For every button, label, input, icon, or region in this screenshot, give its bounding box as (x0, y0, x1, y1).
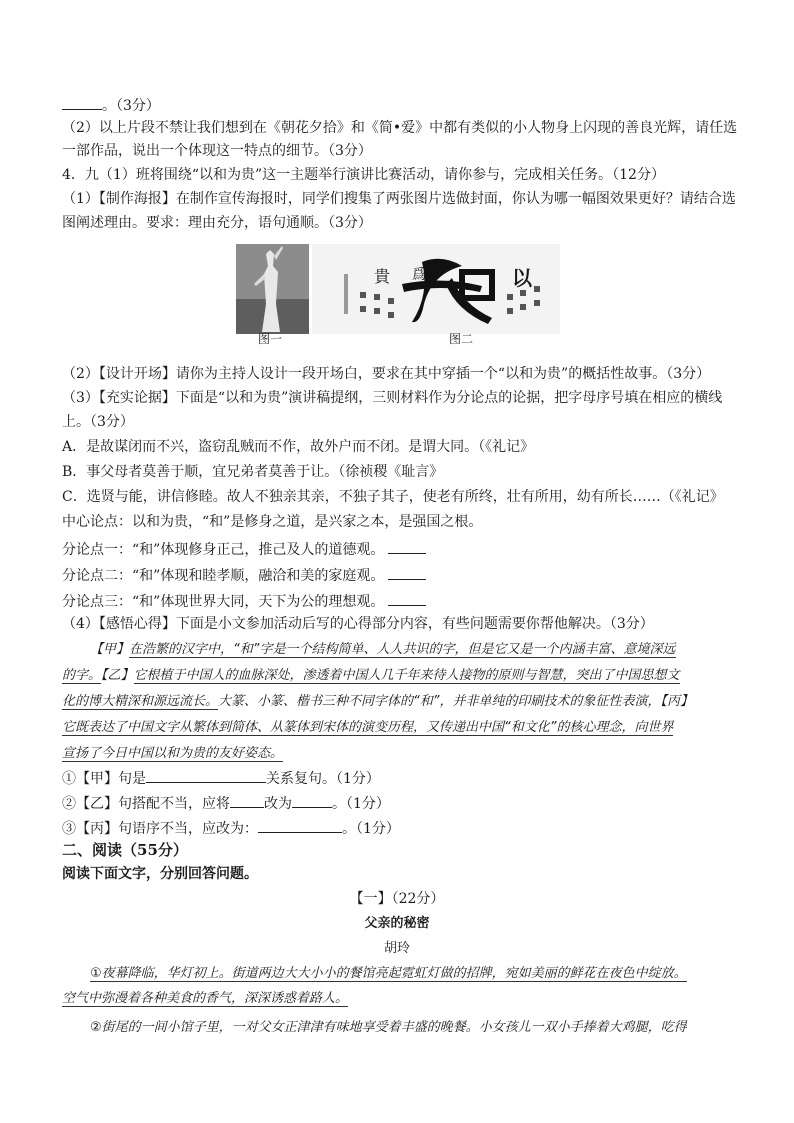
marker-jia: 【甲】 (90, 642, 130, 657)
text: 分论点二：“和”体现和睦孝顺，融洽和美的家庭观。 (62, 568, 385, 584)
passage-line2 (62, 666, 680, 686)
task1-line2: 图阐述理由。要求：理由充分，语句通顺。（3分） (62, 215, 372, 231)
task2-line: （2）【设计开场】请你为主持人设计一段开场白，要求在其中穿插一个“以和为贵”的概括性故事。（3分） (62, 366, 711, 382)
task1-line1: （1）【制作海报】在制作宣传海报时，同学们搜集了两张图片选做封面，你认为哪一幅图效果更好？请结合选 (62, 191, 736, 207)
marker-yi: 【乙】 (101, 668, 134, 683)
text: 。（1分） (332, 796, 390, 812)
passage-line1 (90, 640, 676, 660)
answer-blank[interactable] (146, 767, 266, 783)
task3-line2: 上。（3分） (62, 414, 134, 430)
statue-icon (236, 244, 309, 334)
text: ③【丙】句语序不当，应改为： (62, 821, 258, 837)
text: 它既表达了中国文字从繁体到简体、从篆体到宋体的演变历程，又传递出中国“和文化”的核心理念，向世界 (62, 720, 674, 735)
question-2-line1: （2）以上片段不禁让我们想到在《朝花夕拾》和《简•爱》中都有类似的小人物身上闪现的善良光辉，请任选 (62, 120, 738, 136)
fig2-char-4: 以 (512, 266, 532, 290)
article-para1-line1 (90, 964, 687, 984)
task4-line: （4）【感悟心得】下面是小文参加活动后写的心得部分内容，有些问题需要你帮他解决。（3分） (62, 616, 654, 632)
section-heading: 二、阅读（55分） (62, 841, 188, 859)
passage-line4 (62, 718, 673, 738)
article-para1-line2 (62, 989, 348, 1009)
text: 在浩繁的汉字中，“和”字是一个结构简单、人人共识的字，但是它又是一个内涵丰富、意境深远 (129, 642, 676, 657)
article-para2-line1: ②街尾的一间小馆子里，一对父女正津津有味地享受着丰盛的晚餐。小女孩儿一双小手捧着大鸡腿，吃得 (90, 1020, 687, 1035)
line-answer-tail (62, 94, 160, 116)
text: ①夜幕降临，华灯初上。街道两边大大小小的餐馆亮起霓虹灯做的招牌，宛如美丽的鲜花在夜色中绽放。 (90, 966, 687, 981)
central-argument: 中心论点：以和为贵，“和”是修身之道，是兴家之本，是强国之根。 (62, 514, 483, 530)
text: 化的博大精深和源远流长。 (62, 694, 219, 709)
text: 它根植于中国人的血脉深处，渗透着中国人几千年来待人接物的原则与智慧， (133, 668, 576, 683)
answer-blank[interactable] (388, 538, 426, 554)
article-title: 父亲的秘密 (364, 916, 430, 931)
material-b: B．事父母者莫善于顺，宜兄弟者莫善于让。（徐祯稷《耻言》 (62, 464, 444, 480)
question-4-title: 4．九（1）班将围绕“以和为贵”这一主题举行演讲比赛活动，请你参与，完成相关任务。（12分） (62, 167, 665, 183)
subq-1 (62, 767, 380, 789)
passage-line3 (62, 692, 693, 712)
fig2-char-1: 貴 (374, 267, 391, 286)
subq-2 (62, 792, 390, 814)
text: 的字。 (62, 668, 102, 683)
figure-two-image (312, 244, 560, 334)
poster-figures (236, 244, 560, 344)
answer-blank[interactable] (62, 94, 102, 110)
sub-argument-3 (62, 590, 426, 612)
task3-line1: （3）【充实论据】下面是“以和为贵”演讲稿提纲，三则材料作为分论点的论据，把字母序号填在相应的横线 (62, 390, 723, 406)
passage-line5 (62, 744, 283, 764)
answer-blank[interactable] (388, 564, 426, 580)
text: 宣扬了今日中国以和为贵的友好姿态。 (62, 746, 284, 761)
figure-one-caption: 图一 (258, 332, 283, 346)
text: 关系复句。（1分） (266, 771, 380, 787)
subq-3 (62, 817, 400, 839)
text: 大篆、小篆、楷书三种不同字体的“和”，并非单纯的印刷技术的象征性表演，【丙】 (218, 694, 693, 709)
text: ②【乙】句搭配不当，应将 (62, 796, 230, 812)
material-a: A．是故谋闭而不兴，盗窃乱贼而不作，故外户而不闭。是谓大同。（《礼记》 (62, 439, 535, 455)
answer-blank[interactable] (388, 590, 426, 606)
text: ①【甲】句是 (62, 771, 146, 787)
text: 分论点三：“和”体现世界大同，天下为公的理想观。 (62, 594, 385, 610)
text: 。（3分） (102, 98, 160, 114)
sub-argument-1 (62, 538, 426, 560)
answer-blank[interactable] (230, 792, 264, 808)
answer-blank[interactable] (292, 792, 332, 808)
text: 突出了中国思想文 (575, 668, 680, 683)
part-title: 【一】（22分） (349, 891, 445, 907)
material-c: C．选贤与能，讲信修睦。故人不独亲其亲，不独子其子，使老有所终，壮有所用，幼有所长……（《礼记》 (62, 489, 724, 505)
text: 。（1分） (342, 821, 400, 837)
question-2-line2: 一部作品，说出一个体现这一特点的细节。（3分） (62, 143, 372, 159)
reading-instruction: 阅读下面文字，分别回答问题。 (62, 866, 258, 882)
text: 分论点一：“和”体现修身正己，推己及人的道德观。 (62, 542, 385, 558)
figure-two-caption: 图二 (449, 332, 474, 346)
article-author: 胡玲 (383, 941, 410, 956)
fig2-char-2: 爲 (412, 267, 426, 283)
figure-one-image (236, 244, 309, 334)
sub-argument-2 (62, 564, 426, 586)
text: 空气中弥漫着各种美食的香气，深深诱惑着路人。 (62, 991, 349, 1006)
answer-blank[interactable] (258, 817, 342, 833)
text: 改为 (264, 796, 292, 812)
